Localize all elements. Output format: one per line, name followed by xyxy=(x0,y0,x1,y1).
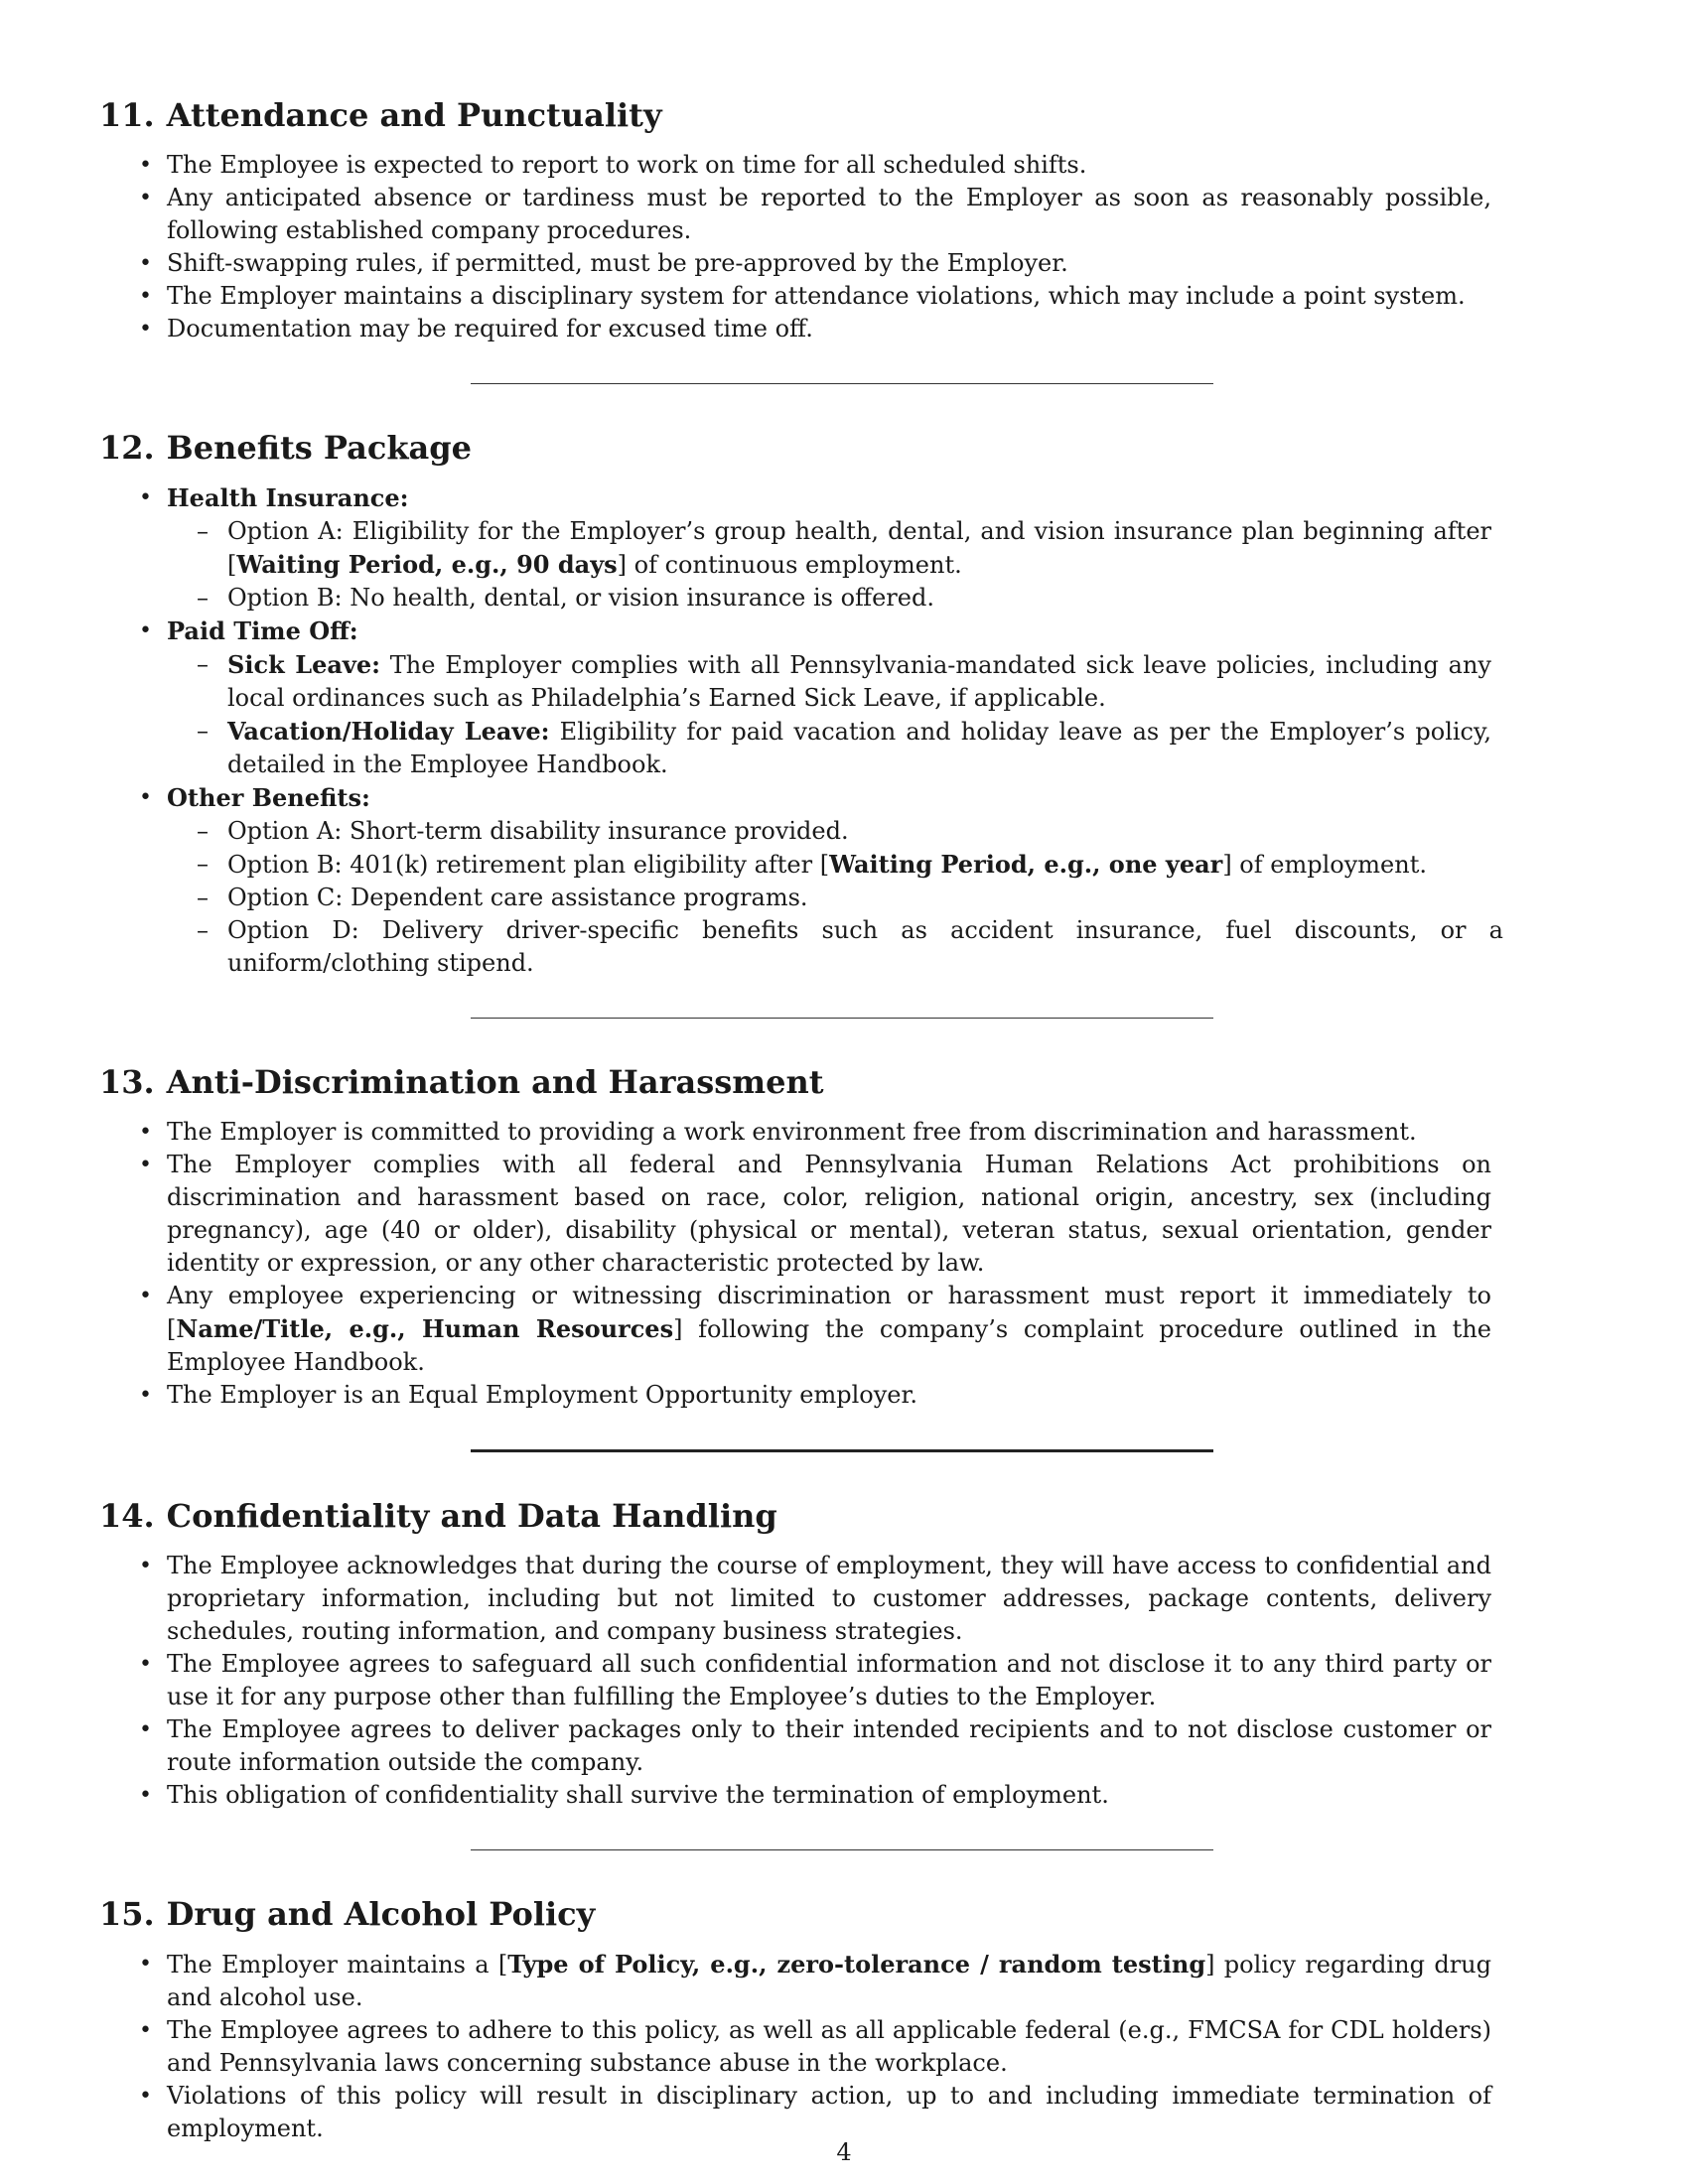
placeholder-text: Type of Policy, e.g., zero-tolerance / random testing xyxy=(507,1950,1206,1979)
bullet-list xyxy=(99,1550,1589,1812)
section-title: Drug and Alcohol Policy xyxy=(166,1895,596,1933)
section-drug-alcohol xyxy=(99,1894,1589,2145)
sub-list xyxy=(167,515,1491,614)
label: Sick Leave: xyxy=(227,650,380,679)
text: Option B: 401(k) retirement plan eligibility after [ xyxy=(227,851,830,879)
section-heading xyxy=(99,95,1589,135)
section-title: Benefits Package xyxy=(166,429,472,467)
item-heading: Paid Time Off: xyxy=(167,616,358,645)
sub-item: – Option B: No health, dental, or vision insurance is offered. xyxy=(167,582,1491,614)
section-confidentiality xyxy=(99,1496,1589,1812)
section-title: Confidentiality and Data Handling xyxy=(166,1497,777,1535)
bullet-list xyxy=(99,1948,1589,2145)
list-item: • Documentation may be required for excused time off. xyxy=(99,313,1491,345)
sub-item xyxy=(167,515,1491,582)
list-item: • The Employee agrees to deliver packages only to their intended recipients and to not disclose customer or route information outside the company. xyxy=(99,1713,1491,1779)
list-item: • The Employee agrees to safeguard all such confidential information and not disclose it to any third party or use it for any purpose other than fulfilling the Employee’s duties to the Employer. xyxy=(99,1648,1491,1713)
list-item xyxy=(99,1948,1491,2014)
section-anti-discrimination xyxy=(99,1062,1589,1412)
section-attendance xyxy=(99,95,1589,345)
section-heading xyxy=(99,1894,1589,1934)
text: Eligibility for paid vacation and holiday leave as per the Employer’s policy, detailed in the Employee Handbook. xyxy=(227,718,1491,778)
section-number: 12. xyxy=(99,429,155,467)
section-heading xyxy=(99,1062,1589,1102)
placeholder-text: Name/Title, e.g., Human Resources xyxy=(176,1314,674,1343)
text: ] policy regarding drug and alcohol use. xyxy=(167,1951,1491,2011)
text: ] following the company’s complaint procedure outlined in the Employee Handbook. xyxy=(167,1315,1491,1376)
page-number: 4 xyxy=(836,2138,852,2166)
list-item: • Any anticipated absence or tardiness must be reported to the Employer as soon as reasonably possible, following established company procedures. xyxy=(99,182,1491,247)
placeholder-text: Waiting Period, e.g., one year xyxy=(829,850,1223,879)
item-heading: Health Insurance: xyxy=(167,483,409,512)
sub-item xyxy=(167,715,1491,781)
section-title: Anti-Discrimination and Harassment xyxy=(166,1063,824,1101)
bullet-list xyxy=(99,481,1589,980)
sub-item xyxy=(167,648,1491,715)
section-number: 13. xyxy=(99,1063,155,1101)
list-item-health-insurance xyxy=(99,481,1491,614)
placeholder-text: Waiting Period, e.g., 90 days xyxy=(236,550,618,579)
sub-item: – Option A: Short-term disability insurance provided. xyxy=(167,815,1491,848)
list-item: • The Employee is expected to report to work on time for all scheduled shifts. xyxy=(99,149,1491,182)
bullet-list xyxy=(99,1116,1589,1412)
section-title: Attendance and Punctuality xyxy=(166,96,662,134)
list-item: • Shift-swapping rules, if permitted, must be pre-approved by the Employer. xyxy=(99,247,1491,280)
list-item: • The Employee acknowledges that during the course of employment, they will have access to confidential and proprietary information, including but not limited to customer addresses, package contents, delivery schedules, routing information, and company business strategies. xyxy=(99,1550,1491,1648)
section-number: 14. xyxy=(99,1497,155,1535)
section-number: 15. xyxy=(99,1895,155,1933)
text: The Employer complies with all Pennsylvania-mandated sick leave policies, including any local ordinances such as Philadelphia’s Earned Sick Leave, if applicable. xyxy=(227,651,1491,712)
sub-item: – Option C: Dependent care assistance programs. xyxy=(167,882,1491,914)
list-item: • The Employer is an Equal Employment Opportunity employer. xyxy=(99,1379,1491,1412)
list-item-paid-time-off xyxy=(99,614,1491,781)
bullet-list xyxy=(99,149,1589,345)
list-item-other-benefits xyxy=(99,781,1503,980)
text: The Employer maintains a [ xyxy=(167,1951,508,1979)
list-item: • The Employee agrees to adhere to this policy, as well as all applicable federal (e.g., FMCSA for CDL holders) and Pennsylvania laws concerning substance abuse in the workplace. xyxy=(99,2014,1491,2080)
list-item xyxy=(99,1280,1491,1379)
sub-list xyxy=(167,815,1503,980)
text: ] of continuous employment. xyxy=(617,551,962,579)
page-content xyxy=(99,95,1589,2145)
section-heading xyxy=(99,428,1589,468)
text: Option A: Eligibility for the Employer’s group health, dental, and vision insurance plan beginning after [ xyxy=(227,517,1491,579)
label: Vacation/Holiday Leave: xyxy=(227,717,550,746)
list-item: • The Employer maintains a disciplinary system for attendance violations, which may include a point system. xyxy=(99,280,1491,313)
list-item: • This obligation of confidentiality shall survive the termination of employment. xyxy=(99,1779,1491,1812)
item-heading: Other Benefits: xyxy=(167,783,370,812)
section-benefits xyxy=(99,428,1589,980)
section-number: 11. xyxy=(99,96,155,134)
list-item: • Violations of this policy will result in disciplinary action, up to and including immediate termination of employment. xyxy=(99,2080,1491,2145)
text: ] of employment. xyxy=(1222,851,1427,879)
text: Any employee experiencing or witnessing discrimination or harassment must report it immediately to [ xyxy=(167,1282,1491,1343)
sub-list xyxy=(167,648,1491,781)
list-item: • The Employer is committed to providing a work environment free from discrimination and harassment. xyxy=(99,1116,1491,1149)
sub-item: – Option D: Delivery driver-specific benefits such as accident insurance, fuel discounts, or a uniform/clothing stipend. xyxy=(167,914,1503,980)
section-heading xyxy=(99,1496,1589,1536)
list-item: • The Employer complies with all federal and Pennsylvania Human Relations Act prohibitions on discrimination and harassment based on race, color, religion, national origin, ancestry, sex (including pregnancy), age (40 or older), disability (physical or mental), veteran status, sexual orientation, gender identity or expression, or any other characteristic protected by law. xyxy=(99,1149,1491,1280)
sub-item xyxy=(167,848,1491,882)
